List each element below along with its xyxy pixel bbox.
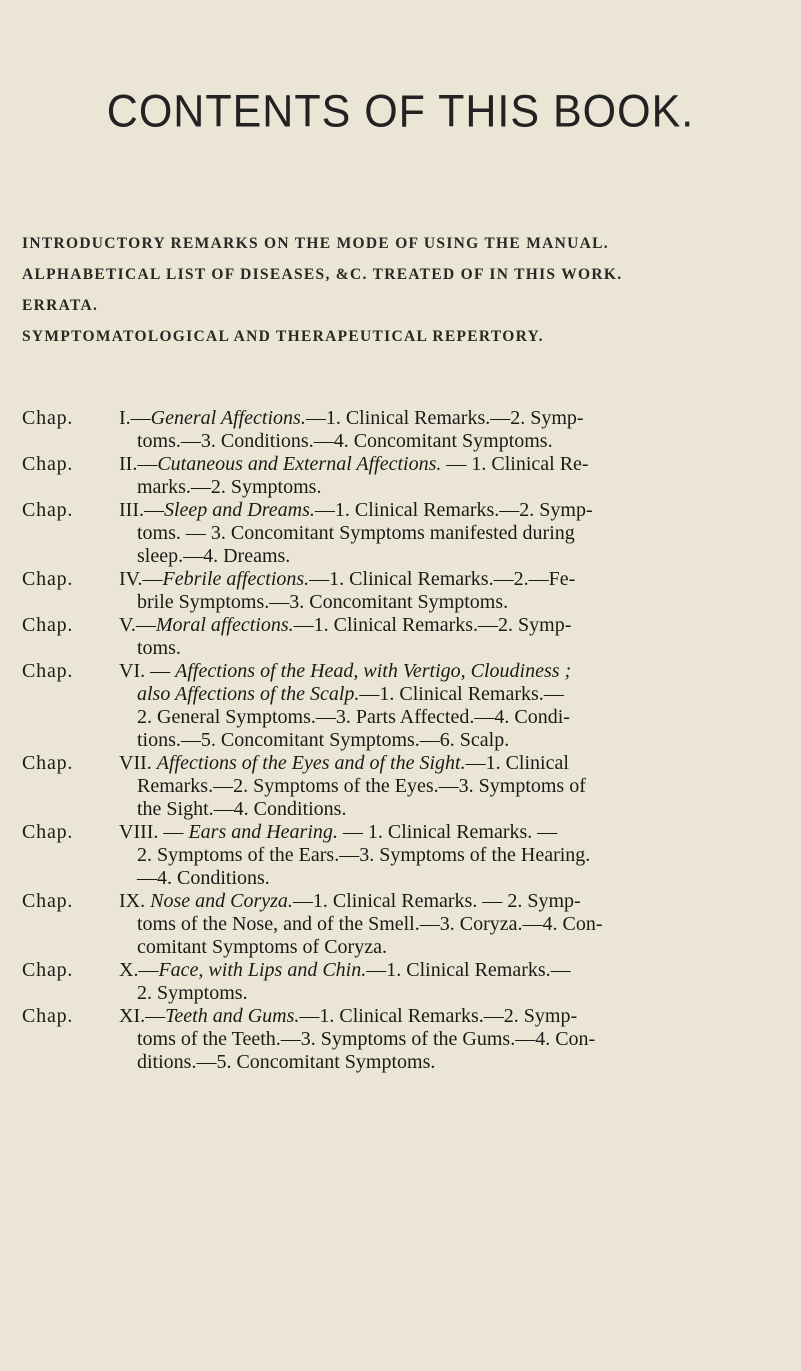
chapter-text: —1. Clinical Remarks.—2. Symp- (293, 614, 572, 636)
intro-list (22, 228, 792, 352)
chapter-label: Chap. (22, 1005, 74, 1027)
chapter-body (119, 499, 790, 568)
chapter-entry (22, 407, 790, 453)
chapter-body (119, 890, 790, 959)
chapter-line (119, 1005, 790, 1028)
chapter-body (119, 614, 790, 660)
chapter-label: Chap. (22, 959, 74, 981)
chapter-line (119, 476, 790, 499)
chapter-entry (22, 660, 790, 752)
chapter-line (119, 568, 790, 591)
chapter-text: —1. Clinical Remarks. — 2. Symp- (292, 890, 581, 912)
chapter-body (119, 453, 790, 499)
chapter-list (22, 407, 790, 1074)
chapter-line (119, 913, 790, 936)
chapter-line (119, 637, 790, 660)
chapter-entry (22, 1005, 790, 1074)
chapter-label: Chap. (22, 499, 74, 521)
intro-line: INTRODUCTORY REMARKS ON THE MODE OF USING THE MANUAL. (22, 235, 609, 252)
intro-line: SYMPTOMATOLOGICAL AND THERAPEUTICAL REPERTORY. (22, 328, 544, 345)
chapter-line (119, 844, 790, 867)
chapter-number: IX. (119, 890, 151, 912)
chapter-text: 2. Symptoms. (137, 982, 248, 1004)
chapter-body (119, 959, 790, 1005)
intro-line: ERRATA. (22, 297, 99, 314)
chapter-text: tions.—5. Concomitant Symptoms.—6. Scalp. (137, 729, 510, 751)
chapter-text: toms. — 3. Concomitant Symptoms manifested during (137, 522, 575, 544)
chapter-label: Chap. (22, 821, 74, 843)
chapter-entry (22, 890, 790, 959)
chapter-text: —1. Clinical Remarks.—2. Symp- (299, 1005, 578, 1027)
chapter-body (119, 1005, 790, 1074)
chapter-line (119, 1051, 790, 1074)
chapter-subject: General Affections. (150, 407, 306, 429)
chapter-text: 2. Symptoms of the Ears.—3. Symptoms of the Hearing. (137, 844, 591, 866)
chapter-line (119, 729, 790, 752)
chapter-subject: Affections of the Eyes and of the Sight. (156, 752, 466, 774)
chapter-text: —1. Clinical Remarks.—2. Symp- (305, 407, 584, 429)
chapter-text: toms. (137, 637, 181, 659)
chapter-number: VI. — (119, 660, 176, 682)
chapter-label: Chap. (22, 752, 74, 774)
chapter-label: Chap. (22, 890, 74, 912)
chapter-text: the Sight.—4. Conditions. (137, 798, 347, 820)
chapter-number: VII. (119, 752, 157, 774)
chapter-number: IV.— (119, 568, 163, 590)
chapter-entry (22, 821, 790, 890)
chapter-text: —1. Clinical Remarks.— (366, 959, 571, 981)
chapter-text: Remarks.—2. Symptoms of the Eyes.—3. Symptoms of (137, 775, 586, 797)
chapter-line (119, 499, 790, 522)
chapter-line (119, 959, 790, 982)
chapter-text: toms of the Nose, and of the Smell.—3. Coryza.—4. Con- (137, 913, 603, 935)
chapter-text: —1. Clinical Remarks.— (359, 683, 564, 705)
chapter-line (119, 660, 790, 683)
chapter-text: — 1. Clinical Remarks. — (337, 821, 558, 843)
chapter-number: II.— (119, 453, 158, 475)
chapter-line (119, 706, 790, 729)
chapter-body (119, 568, 790, 614)
chapter-subject: Teeth and Gums. (165, 1005, 300, 1027)
chapter-number: X.— (119, 959, 159, 981)
chapter-entry (22, 752, 790, 821)
chapter-entry (22, 614, 790, 660)
chapter-number: V.— (119, 614, 156, 636)
chapter-label: Chap. (22, 614, 74, 636)
chapter-line (119, 798, 790, 821)
chapter-text: comitant Symptoms of Coryza. (137, 936, 387, 958)
chapter-line (119, 430, 790, 453)
chapter-line (119, 453, 790, 476)
chapter-line (119, 982, 790, 1005)
chapter-label: Chap. (22, 660, 74, 682)
chapter-line (119, 522, 790, 545)
chapter-line (119, 775, 790, 798)
chapter-number: XI.— (119, 1005, 166, 1027)
chapter-subject: Nose and Coryza. (150, 890, 293, 912)
chapter-label: Chap. (22, 453, 74, 475)
chapter-subject: Sleep and Dreams. (163, 499, 315, 521)
chapter-line (119, 407, 790, 430)
chapter-number: VIII. — (119, 821, 189, 843)
chapter-subject: Febrile affections. (162, 568, 310, 590)
chapter-text: sleep.—4. Dreams. (137, 545, 291, 567)
chapter-subject: Ears and Hearing. (188, 821, 338, 843)
chapter-line (119, 867, 790, 890)
chapter-text: 2. General Symptoms.—3. Parts Affected.—4. Condi- (137, 706, 570, 728)
chapter-text: toms of the Teeth.—3. Symptoms of the Gums.—4. Con- (137, 1028, 596, 1050)
intro-line: ALPHABETICAL LIST OF DISEASES, &C. TREATED OF IN THIS WORK. (22, 266, 623, 283)
chapter-line (119, 936, 790, 959)
chapter-line (119, 614, 790, 637)
chapter-body (119, 821, 790, 890)
chapter-text: — 1. Clinical Re- (441, 453, 589, 475)
chapter-line (119, 591, 790, 614)
chapter-line (119, 821, 790, 844)
page-title: CONTENTS OF THIS BOOK. (106, 86, 695, 138)
chapter-number: I.— (119, 407, 151, 429)
chapter-number: III.— (119, 499, 164, 521)
chapter-body (119, 407, 790, 453)
chapter-line (119, 545, 790, 568)
chapter-label: Chap. (22, 568, 74, 590)
chapter-text: toms.—3. Conditions.—4. Concomitant Symptoms. (137, 430, 553, 452)
chapter-entry (22, 959, 790, 1005)
chapter-subject: Affections of the Head, with Vertigo, Cloudiness ; (175, 660, 572, 682)
chapter-line (119, 683, 790, 706)
chapter-line (119, 1028, 790, 1051)
chapter-body (119, 752, 790, 821)
chapter-text: —4. Conditions. (137, 867, 270, 889)
chapter-text: brile Symptoms.—3. Concomitant Symptoms. (137, 591, 509, 613)
chapter-text: —1. Clinical (465, 752, 569, 774)
chapter-text: —1. Clinical Remarks.—2.—Fe- (309, 568, 576, 590)
chapter-entry (22, 453, 790, 499)
chapter-text: ditions.—5. Concomitant Symptoms. (137, 1051, 436, 1073)
chapter-subject: Moral affections. (155, 614, 294, 636)
chapter-entry (22, 568, 790, 614)
chapter-line (119, 890, 790, 913)
chapter-text: —1. Clinical Remarks.—2. Symp- (314, 499, 593, 521)
chapter-line (119, 752, 790, 775)
chapter-label: Chap. (22, 407, 74, 429)
chapter-body (119, 660, 790, 752)
chapter-subject: also Affections of the Scalp. (137, 683, 360, 705)
chapter-subject: Face, with Lips and Chin. (158, 959, 367, 981)
chapter-entry (22, 499, 790, 568)
chapter-subject: Cutaneous and External Affections. (157, 453, 442, 475)
chapter-text: marks.—2. Symptoms. (137, 476, 322, 498)
